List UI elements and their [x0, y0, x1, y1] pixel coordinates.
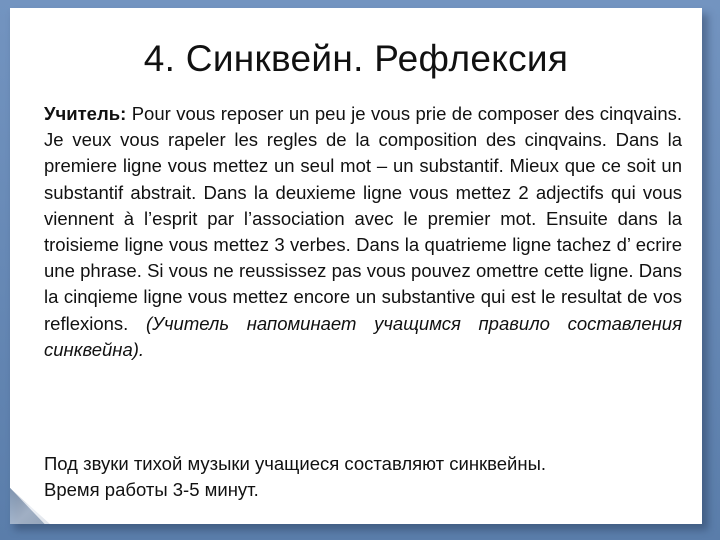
activity-paragraph	[44, 451, 564, 503]
slide-title: 4. Синквейн. Рефлексия	[143, 38, 569, 79]
teacher-paragraph	[44, 101, 682, 363]
activity-text: Под звуки тихой музыки учащиеся составляют синквейны. Время работы 3-5 минут.	[44, 453, 547, 501]
teacher-note: (Учитель напоминает учащимся правило составления синквейна).	[44, 312, 682, 360]
teacher-text: Pour vous reposer un peu je vous prie de composer des cinqvains. Je veux vous rapeler les regles de la composition des cinqvains. Dans la premiere ligne vous mettez un seul mot – un substantif. Mieux que ce soit un substantif abstrait. Dans la deuxieme ligne vous mettez 2 adjectifs qui vous viennent à l’esprit par l’association avec le premier mot. Ensuite dans la troisieme ligne vous mettez 3 verbes. Dans la quatrieme ligne tachez d’ ecrire une phrase. Si vous ne reussissez pas vous pouvez omettre cette ligne. Dans la cinqieme ligne vous mettez encore un substantive qui est le resultat de vos reflexions.	[44, 103, 682, 334]
teacher-label: Учитель:	[44, 103, 127, 124]
